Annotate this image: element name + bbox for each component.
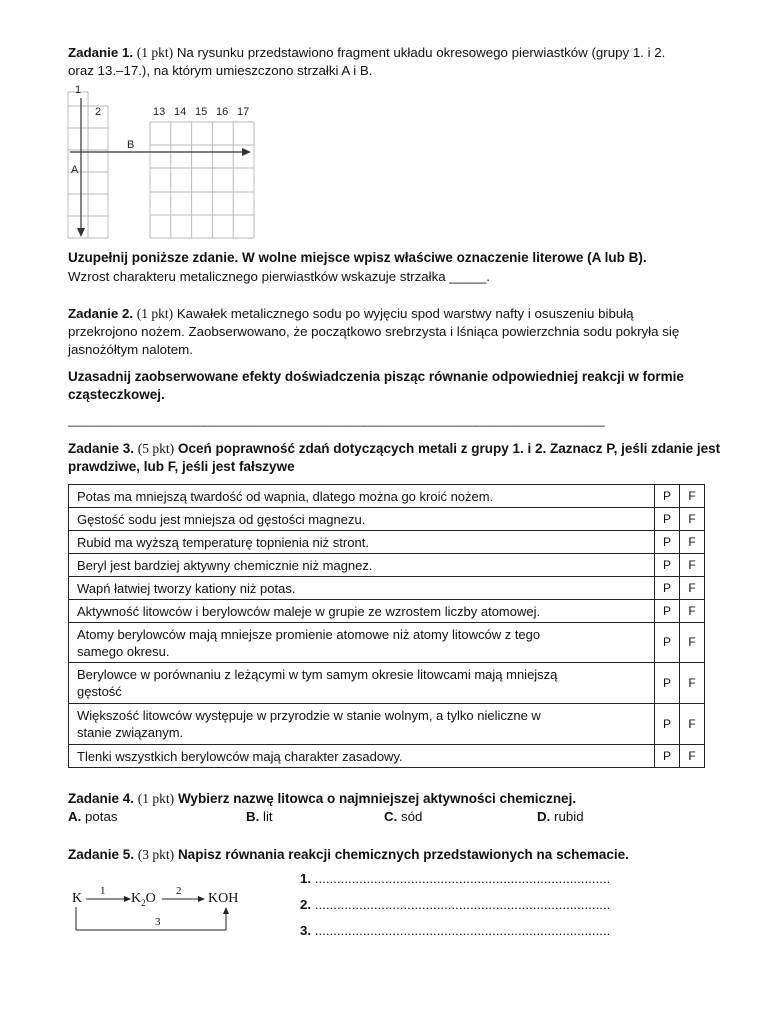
task1-points: (1 pkt) — [136, 45, 174, 60]
statement: Gęstość sodu jest mniejsza od gęstości magnezu. — [69, 508, 655, 531]
statement-line: samego okresu. — [77, 643, 170, 659]
group-label-14: 14 — [174, 106, 187, 118]
answer-f[interactable]: F — [680, 485, 705, 508]
option-b[interactable] — [246, 808, 273, 826]
answer-dots: ................................................................................ — [314, 897, 611, 912]
statement: Rubid ma wyższą temperaturę topnienia niż stront. — [69, 531, 655, 554]
answer-f[interactable]: F — [680, 704, 705, 745]
answer-p[interactable]: P — [655, 663, 680, 704]
answer-f[interactable]: F — [680, 623, 705, 663]
group-label-15: 15 — [195, 106, 208, 118]
scheme-step3: 3 — [155, 916, 161, 928]
option-d[interactable] — [537, 808, 584, 826]
scheme-k: K — [72, 891, 83, 906]
statement-line: gęstość — [77, 684, 122, 699]
scheme-koh: KOH — [208, 891, 239, 906]
table-row — [69, 745, 705, 768]
answer-f[interactable]: F — [680, 600, 705, 623]
table-row — [69, 485, 705, 508]
option-letter: A. — [68, 809, 82, 824]
option-text: lit — [263, 809, 273, 824]
k2o-sub: 2 — [141, 897, 146, 908]
answer-p[interactable]: P — [655, 623, 680, 663]
answer-p[interactable]: P — [655, 485, 680, 508]
table-row — [69, 600, 705, 623]
scheme-step1: 1 — [100, 885, 106, 897]
task5-instruction: Napisz równania reakcji chemicznych przedstawionych na schemacie. — [177, 847, 629, 862]
option-letter: D. — [537, 809, 551, 824]
statement-line: stanie związanym. — [77, 725, 184, 740]
statement: Aktywność litowców i berylowców maleje w grupie ze wzrostem liczby atomowej. — [69, 600, 655, 623]
arrow-a-label: A — [71, 164, 79, 176]
task3-header-line — [68, 440, 720, 458]
statement — [69, 663, 655, 704]
task5-header: Zadanie 5. — [68, 847, 135, 862]
answer-line-3[interactable] — [300, 922, 610, 940]
statement — [69, 623, 655, 663]
task2-answer-line[interactable]: _____________________________________________________________________________ — [68, 413, 605, 427]
answer-f[interactable]: F — [680, 577, 705, 600]
answer-f[interactable]: F — [680, 508, 705, 531]
task2-header-line — [68, 305, 634, 323]
statement-line: Berylowce w porównaniu z leżącymi w tym samym okresie litowcami mają mniejszą — [77, 667, 558, 682]
answer-p[interactable]: P — [655, 531, 680, 554]
table-row — [69, 577, 705, 600]
task3-instruction-1: Oceń poprawność zdań dotyczących metali z grupy 1. i 2. Zaznacz P, jeśli zdanie jest — [177, 441, 721, 456]
statement: Potas ma mniejszą twardość od wapnia, dlatego można go kroić nożem. — [69, 485, 655, 508]
arrow-b-label: B — [127, 139, 135, 151]
k2o-o: O — [145, 891, 156, 906]
answer-number: 3. — [300, 923, 312, 938]
table-row — [69, 704, 705, 745]
reaction-scheme — [70, 884, 260, 936]
answer-p[interactable]: P — [655, 577, 680, 600]
task5-header-line — [68, 846, 629, 864]
task2-points: (1 pkt) — [136, 306, 174, 321]
task1-sentence: Wzrost charakteru metalicznego pierwiastków wskazuje strzałka _____. — [68, 269, 490, 284]
task2-text-1: Kawałek metalicznego sodu po wyjęciu spod warstwy nafty i osuszeniu bibułą — [176, 306, 634, 321]
group-label-16: 16 — [216, 106, 229, 118]
statement: Wapń łatwiej tworzy kationy niż potas. — [69, 577, 655, 600]
task1-instruction: Uzupełnij poniższe zdanie. W wolne miejsce wpisz właściwe oznaczenie literowe (A lub B). — [68, 250, 647, 265]
periodic-table-fragment — [60, 84, 260, 244]
task2-instruction-1: Uzasadnij zaobserwowane efekty doświadczenia pisząc równanie odpowiedniej reakcji w formie — [68, 369, 684, 384]
statement: Tlenki wszystkich berylowców mają charakter zasadowy. — [69, 745, 655, 768]
table-row — [69, 554, 705, 577]
option-a[interactable] — [68, 808, 118, 826]
answer-f[interactable]: F — [680, 554, 705, 577]
table-row — [69, 531, 705, 554]
option-text: potas — [85, 809, 118, 824]
task1-intro-2: oraz 13.–17.), na którym umieszczono strzałki A i B. — [68, 63, 373, 78]
task3-instruction-2: prawdziwe, lub F, jeśli jest fałszywe — [68, 459, 295, 474]
task3-header: Zadanie 3. — [68, 441, 135, 456]
scheme-step2: 2 — [176, 885, 182, 897]
answer-p[interactable]: P — [655, 745, 680, 768]
option-text: rubid — [554, 809, 584, 824]
answer-f[interactable]: F — [680, 663, 705, 704]
scheme-k2o — [131, 891, 156, 908]
option-text: sód — [401, 809, 423, 824]
option-letter: B. — [246, 809, 260, 824]
task2-instruction-2: cząsteczkowej. — [68, 387, 165, 402]
task4-points: (1 pkt) — [137, 791, 175, 806]
table-row — [69, 623, 705, 663]
task1-intro-1: Na rysunku przedstawiono fragment układu okresowego pierwiastków (grupy 1. i 2. — [176, 45, 666, 60]
answer-p[interactable]: P — [655, 554, 680, 577]
group-label-1: 1 — [75, 84, 82, 96]
task4-header-line — [68, 790, 576, 808]
answer-f[interactable]: F — [680, 531, 705, 554]
answer-number: 2. — [300, 897, 312, 912]
answer-dots: ................................................................................ — [314, 923, 611, 938]
task2-header: Zadanie 2. — [68, 306, 134, 321]
right-block-grid — [150, 122, 254, 238]
task1-header-line — [68, 44, 665, 62]
task1-header: Zadanie 1. — [68, 45, 134, 60]
statement: Beryl jest bardziej aktywny chemicznie niż magnez. — [69, 554, 655, 577]
answer-line-2[interactable] — [300, 896, 610, 914]
option-letter: C. — [384, 809, 398, 824]
answer-dots: ................................................................................ — [314, 871, 611, 886]
answer-p[interactable]: P — [655, 508, 680, 531]
task2-text-2: przekrojono nożem. Zaobserwowano, że początkowo srebrzysta i lśniąca powierzchnia sodu pokryła się — [68, 324, 680, 339]
statement — [69, 704, 655, 745]
task2-text-3: jasnożółtym nalotem. — [68, 342, 193, 357]
arrow-b — [70, 148, 251, 156]
answer-f[interactable]: F — [680, 745, 705, 768]
statement-line: Atomy berylowców mają mniejsze promienie atomowe niż atomy litowców z tego — [77, 626, 541, 642]
table-row — [69, 508, 705, 531]
answer-line-1[interactable] — [300, 870, 610, 888]
table-row — [69, 663, 705, 704]
task4-header: Zadanie 4. — [68, 791, 135, 806]
k2o-k: K — [131, 891, 142, 906]
task3-points: (5 pkt) — [137, 441, 175, 456]
group-label-2: 2 — [95, 106, 102, 118]
task5-points: (3 pkt) — [137, 847, 175, 862]
option-c[interactable] — [384, 808, 422, 826]
group-label-13: 13 — [153, 106, 166, 118]
true-false-table — [68, 484, 705, 768]
answer-p[interactable]: P — [655, 600, 680, 623]
answer-number: 1. — [300, 871, 312, 886]
statement-line: Większość litowców występuje w przyrodzie w stanie wolnym, a tylko nieliczne w — [77, 708, 541, 723]
task4-instruction: Wybierz nazwę litowca o najmniejszej aktywności chemicznej. — [177, 791, 577, 806]
answer-p[interactable]: P — [655, 704, 680, 745]
group-label-17: 17 — [237, 106, 250, 118]
